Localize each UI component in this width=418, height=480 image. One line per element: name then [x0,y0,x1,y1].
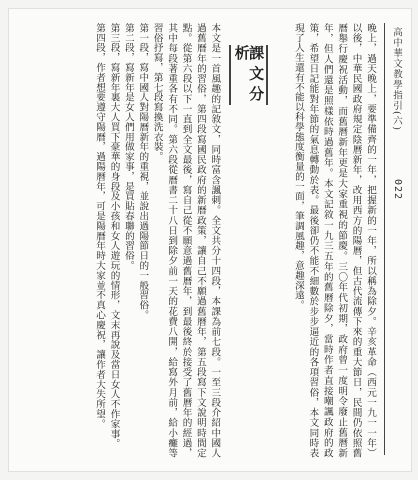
analysis-paragraph: 本文是一首風趣的記敘文，同時富含諷刺。全文共分十四段，本課為前七段。一至三段介紹中國人過舊曆年的習俗，第四段寫國民政府的新曆政策，讓自己不願過舊曆年，第五段寫下文說明時間定點。從第六段以下一直到全文最後，寫自己從不願意過舊曆年，到最後終於接受了舊曆年的經過，其中每段著重各有不同。第六段從曆書二十八日到除夕前一天的花費八開，給寫外月前，給小癱等習俗抒寫，第七段寫換洗衣裝。 [151,23,221,458]
page-number: 022 [392,179,403,201]
analysis-paragraph: 第一段，寫中國人對陽曆新年的重視，並說出過陽節日的一般習俗。 [137,23,149,320]
running-header-title: 高中華文教學指引(六) [391,27,402,131]
header-divider [384,23,385,455]
intro-paragraph: 晚上，過天晚上，要準備齊的一年，把握新的一年，所以稱為除夕。辛亥革命（西元一九一一年）以後，中華民國政府規定陰曆新年，改用西方的陽曆，但古代流傳下來的重大節日，民間仍依照舊曆舉行慶祝活動，而舊曆新年更是大家重視的節慶。三〇年代初期，政府曾一度明令廢止舊曆新年，但人們還是照樣依時過舊年。本文記敘一九三五年的舊曆除夕，當時作者直接嘲諷政府的政策，希望日記能對年節的氣息轉動於表。最後卻仍不能不細數於步步逼近的各項習俗，本文同時表現了人生還有不能以科學態度衡量的一面，筆調風趣，意趣深遠。 [292,23,376,458]
section-heading: 課文分析 [229,45,268,105]
analysis-paragraph: 第二段，寫新年是女人們用做家事，是買貼春聯的習俗。 [122,23,134,271]
analysis-paragraph: 第四段，作者想要遵守陽曆，過陽曆年，可是陽曆年時大家並不真心慶祝，讓作者大失所望。 [94,23,106,429]
main-text-column [17,23,377,458]
analysis-paragraph: 第三段，寫新年裏大人買下豪華的身段及小孩和女人遊玩的情形，文末再說及當日女人不作家事。 [108,23,120,449]
book-page [8,8,412,472]
